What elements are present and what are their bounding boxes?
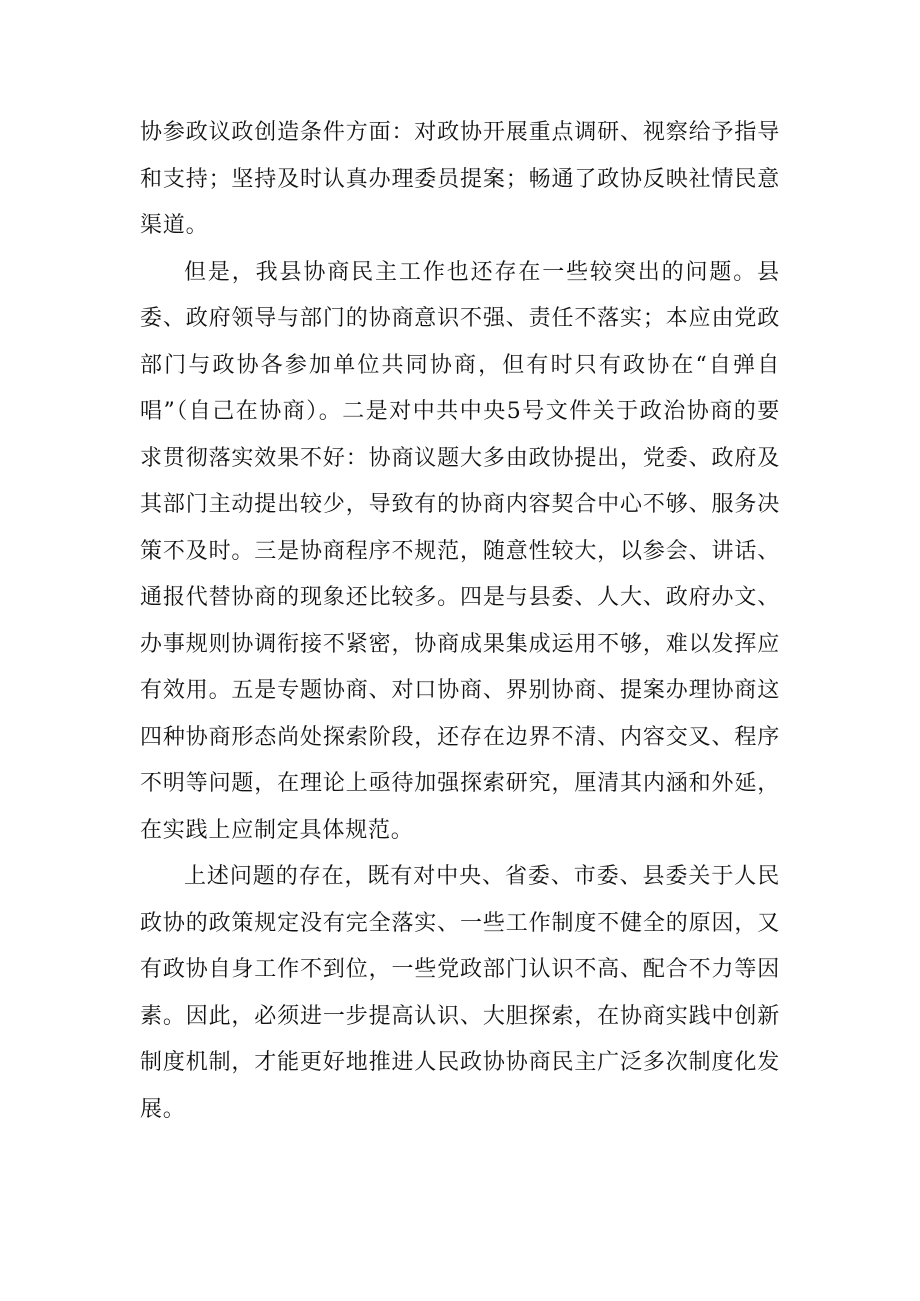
body-text xyxy=(140,110,780,1133)
paragraph-continuation: 协参政议政创造条件方面：对政协开展重点调研、视察给予指导和支持；坚持及时认真办理委员提案；畅通了政协反映社情民意渠道。 xyxy=(140,120,780,238)
paragraph-problems: 但是，我县协商民主工作也还存在一些较突出的问题。县委、政府领导与部门的协商意识不强、责任不落实；本应由党政部门与政协各参加单位共同协商，但有时只有政协在“自弹自唱”（自己在协商）。二是对中共中央5号文件关于政治协商的要求贯彻落实效果不好：协商议题大多由政协提出，党委、政府及其部门主动提出较少，导致有的协商内容契合中心不够、服务决策不及时。三是协商程序不规范，随意性较大，以参会、讲话、通报代替协商的现象还比较多。四是与县委、人大、政府办文、办事规则协调衔接不紧密，协商成果集成运用不够，难以发挥应有效用。五是专题协商、对口协商、界别协商、提案办理协商这四种协商形态尚处探索阶段，还存在边界不清、内容交叉、程序不明等问题，在理论上亟待加强探索研究，厘清其内涵和外延，在实践上应制定具体规范。 xyxy=(140,259,780,843)
paragraph-causes: 上述问题的存在，既有对中央、省委、市委、县委关于人民政协的政策规定没有完全落实、一些工作制度不健全的原因，又有政协自身工作不到位，一些党政部门认识不高、配合不力等因素。因此，必须进一步提高认识、大胆探索，在协商实践中创新制度机制，才能更好地推进人民政协协商民主广泛多次制度化发展。 xyxy=(140,864,780,1122)
